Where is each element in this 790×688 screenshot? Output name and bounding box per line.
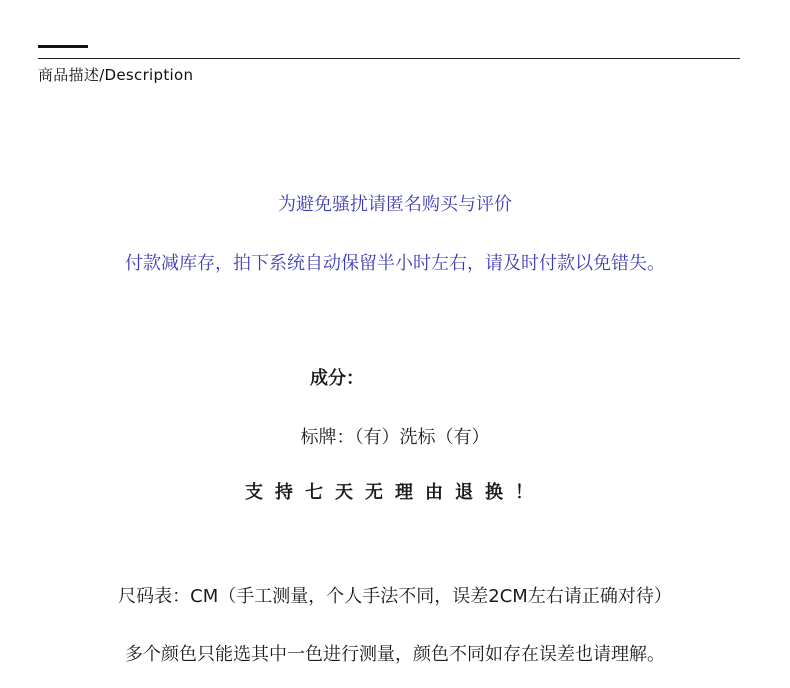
notice-payment-reservation: 付款减库存，拍下系统自动保留半小时左右，请及时付款以免错失。 <box>125 253 665 274</box>
tags-info: 标牌：（有）洗标（有） <box>300 427 490 448</box>
color-measurement-note: 多个颜色只能选其中一色进行测量，颜色不同如存在误差也请理解。 <box>125 644 665 665</box>
header-divider <box>38 58 740 59</box>
notice-anonymous-purchase: 为避免骚扰请匿名购买与评价 <box>278 194 512 215</box>
composition-label: 成分： <box>310 368 364 389</box>
header-accent-bar <box>38 45 88 48</box>
size-table-note: 尺码表：CM（手工测量，个人手法不同，误差2CM左右请正确对待） <box>118 586 672 607</box>
returns-policy: 支持七天无理由退换！ <box>245 482 545 503</box>
section-title: 商品描述/Description <box>38 66 194 84</box>
